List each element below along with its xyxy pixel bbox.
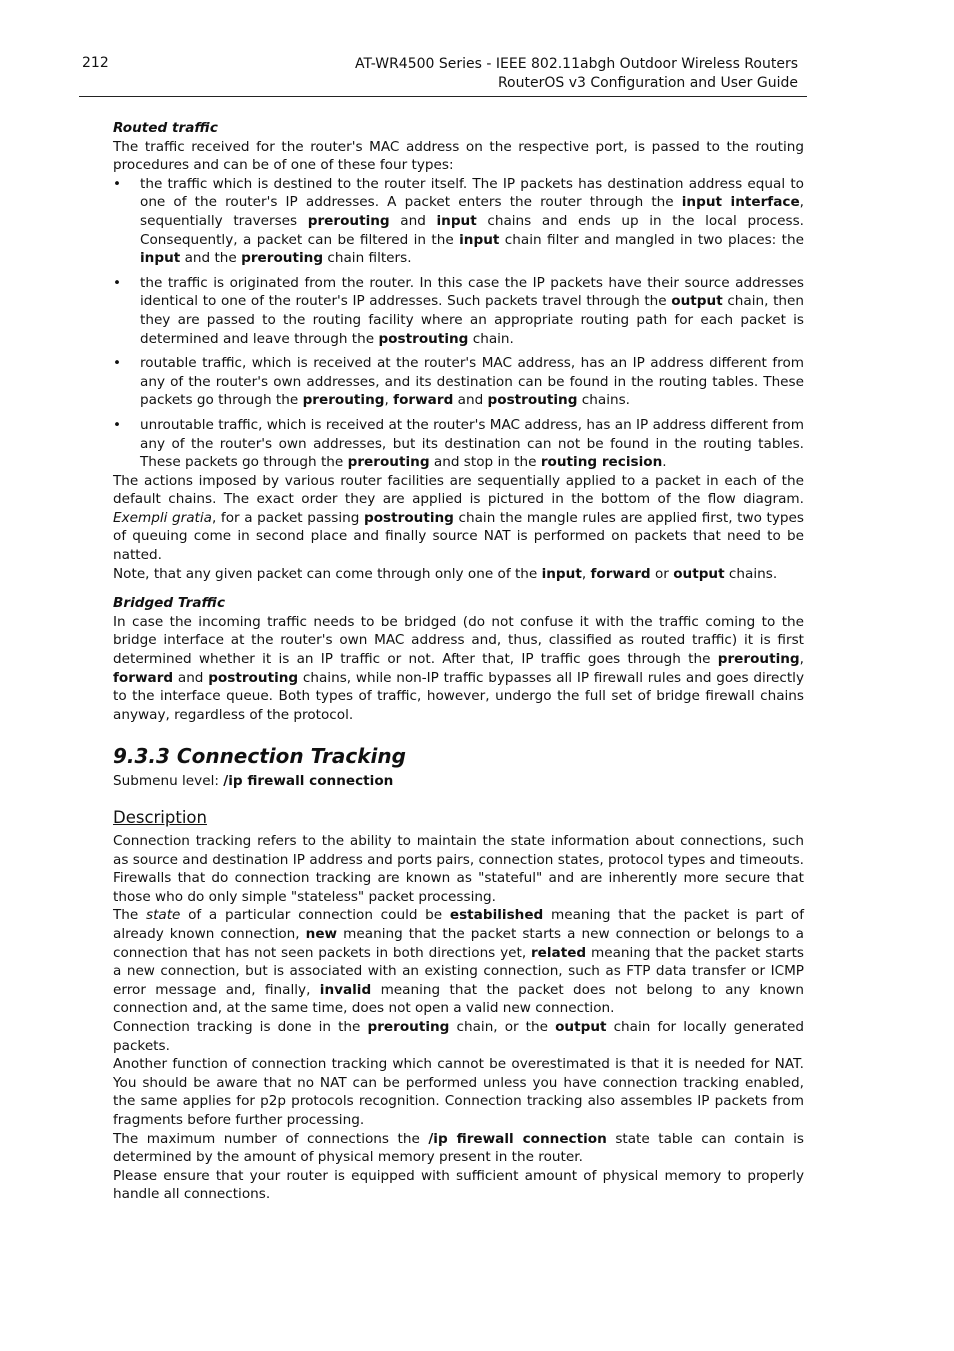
bullet-icon: •	[113, 175, 122, 192]
routed-traffic-heading: Routed traffic	[113, 120, 218, 136]
bridged-traffic-heading: Bridged Traffic	[113, 595, 226, 612]
header-rule	[79, 96, 807, 97]
submenu-level: Submenu level: /ip firewall connection	[113, 773, 394, 790]
note-paragraph: Note, that any given packet can come through only one of the input, forward or output chains.	[113, 565, 778, 582]
list-item: • the traffic which is destined to the router itself. The IP packets has destination address equal to one of the router's IP addresses. A packet enters the router through the input interface, sequentially traverses prerouting and input chains and ends up in the local process. Consequently, a packet can be filtered in the input chain filter and mangled in two places: the input and the prerouting chain filters.	[113, 175, 805, 267]
description-p3: Connection tracking is done in the prerouting chain, or the output chain for locally generated packets.	[113, 1018, 805, 1054]
list-item: • the traffic is originated from the router. In this case the IP packets have their source addresses identical to one of the router's IP addresses. Such packets travel through the output chain, then they are passed to the routing facility where an appropriate routing path for each packet is determined and leave through the postrouting chain.	[113, 274, 805, 347]
description-p4: Another function of connection tracking which cannot be overestimated is that it is needed for NAT. You should be aware that no NAT can be performed unless you have connection tracking enabled, the same applies for p2p protocols recognition. Connection tracking also assembles IP packets from fragments before further processing.	[113, 1056, 804, 1128]
bullet-icon: •	[113, 274, 122, 291]
list-item: • routable traffic, which is received at the router's MAC address, has an IP address different from any of the router's own addresses, and its destination can be found in the routing tables. These packets go through the prerouting, forward and postrouting chains.	[113, 355, 804, 409]
description-p5: The maximum number of connections the /ip firewall connection state table can contain is determined by the amount of physical memory present in the router.	[113, 1130, 804, 1166]
page-content	[113, 119, 804, 1204]
bullet-icon: •	[113, 355, 122, 372]
document-header	[355, 55, 798, 93]
list-item: • unroutable traffic, which is received at the router's MAC address, has an IP address different from any of the router's own addresses, but its destination can not be found in the routing tables. These packets go through the prerouting and stop in the routing recision.	[113, 416, 804, 471]
description-p6: Please ensure that your router is equipped with sufficient amount of physical memory to properly handle all connections.	[113, 1167, 804, 1203]
header-title-line1: AT-WR4500 Series - IEEE 802.11abgh Outdoor Wireless Routers	[355, 56, 798, 72]
page-number: 212	[82, 55, 109, 71]
description-p1: Connection tracking refers to the ability to maintain the state information about connections, such as source and destination IP address and ports pairs, connection states, protocol types and timeouts. Firewalls that do connection tracking are known as "stateful" and are inherently more secure that those who do only simple "stateless" packet processing.	[113, 833, 804, 905]
bridged-paragraph: In case the incoming traffic needs to be bridged (do not confuse it with the traffic coming to the bridge interface at the router's own MAC address and, thus, classified as routed traffic) it is first determined whether it is an IP traffic or not. After that, IP traffic goes through the prerouting, forward and postrouting chains, while non-IP traffic bypasses all IP firewall rules and goes directly to the interface queue. Both types of traffic, however, undergo the full set of bridge firewall chains anyway, regardless of the protocol.	[113, 613, 805, 723]
header-title-line2: RouterOS v3 Configuration and User Guide	[497, 75, 798, 91]
description-p2: The state of a particular connection could be estabilished meaning that the packet is part of already known connection, new meaning that the packet starts a new connection or belongs to a connection that has not seen packets in both directions yet, related meaning that the packet starts a new connection, but is associated with an existing connection, such as FTP data transfer or ICMP error message and, finally, invalid meaning that the packet does not belong to any known connection and, at the same time, does not open a valid new connection.	[113, 907, 805, 1017]
actions-paragraph: The actions imposed by various router facilities are sequentially applied to a packet in each of the default chains. The exact order they are applied is pictured in the bottom of the flow diagram. Exempli gratia, for a packet passing postrouting chain the mangle rules are applied first, two types of queuing come in second place and finally source NAT is performed on packets that need to be natted.	[113, 472, 804, 564]
routed-intro: The traffic received for the router's MAC address on the respective port, is passed to the routing procedures and can be of one of these four types:	[113, 138, 804, 174]
traffic-types-list	[113, 175, 804, 472]
section-title: 9.3.3 Connection Tracking	[113, 744, 406, 769]
bullet-icon: •	[113, 416, 122, 433]
description-heading: Description	[113, 808, 207, 827]
